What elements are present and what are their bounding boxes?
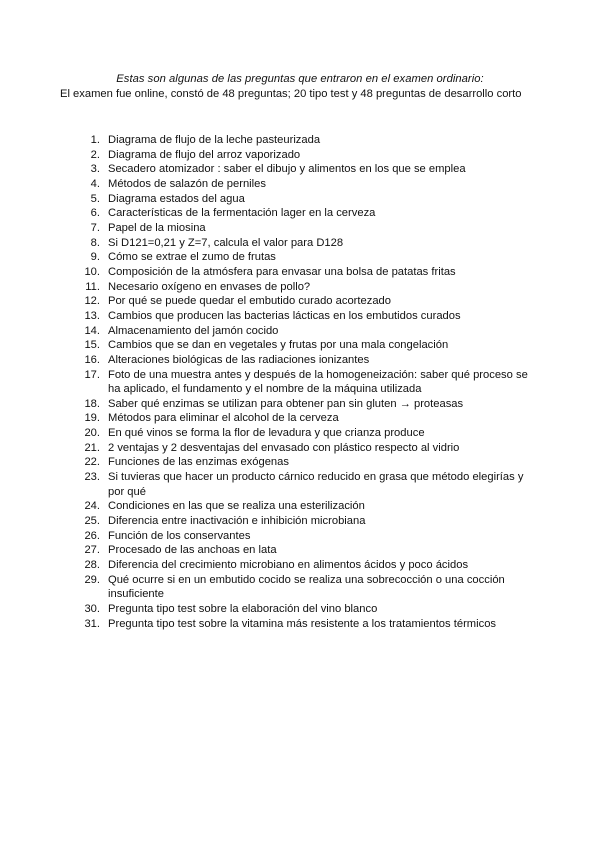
question-number: 23. [84,471,100,484]
question-text: En qué vinos se forma la flor de levadura y que crianza produce [108,427,425,440]
question-number: 8. [90,236,100,249]
question-number: 9. [90,251,100,264]
question-item [60,368,540,397]
question-number: 24. [84,500,100,513]
question-item [60,617,540,632]
question-number: 6. [90,207,100,220]
question-text: Métodos para eliminar el alcohol de la cerveza [108,412,339,425]
question-number: 28. [84,559,100,572]
question-number: 21. [84,441,100,454]
question-item [60,265,540,280]
question-number: 29. [84,573,100,586]
question-item [60,470,540,499]
question-text: Papel de la miosina [108,221,206,234]
question-item [60,573,540,602]
question-number: 5. [90,192,100,205]
question-number: 12. [84,295,100,308]
question-item [60,294,540,309]
question-number: 13. [84,309,100,322]
question-item [60,455,540,470]
question-text: Alteraciones biológicas de las radiaciones ionizantes [108,353,370,366]
question-number: 1. [90,134,100,146]
question-text: Pregunta tipo test sobre la vitamina más resistente a los tratamientos térmicos [108,617,497,630]
question-text: Si tuvieras que hacer un producto cárnico reducido en grasa que método elegirías y por qué [108,471,524,498]
question-text: Almacenamiento del jamón cocido [108,324,279,337]
question-text: Diagrama de flujo de la leche pasteurizada [108,134,321,146]
document-title: Estas son algunas de las preguntas que entraron en el examen ordinario: [116,73,484,85]
question-item [60,543,540,558]
question-item [60,236,540,251]
question-number: 30. [84,603,100,615]
question-text: Diferencia del crecimiento microbiano en alimentos ácidos y poco ácidos [108,559,469,572]
question-item [60,133,540,148]
question-item [60,177,540,192]
question-text: Cómo se extrae el zumo de frutas [108,251,276,264]
question-number: 20. [84,427,100,440]
question-item [60,192,540,207]
question-number: 17. [84,368,100,381]
question-text: Saber qué enzimas se utilizan para obtener pan sin gluten → proteasas [108,397,464,410]
question-text: 2 ventajas y 2 desventajas del envasado con plástico respecto al vidrio [108,441,460,454]
question-number: 18. [84,397,100,410]
question-text: Foto de una muestra antes y después de la homogeneización: saber qué proceso se ha aplicado, el fundamento y el nombre de la máquina utilizada [108,368,528,396]
question-text: Características de la fermentación lager en la cerveza [108,207,376,220]
question-item [60,221,540,236]
question-text: Condiciones en las que se realiza una esterilización [108,500,365,513]
question-item [60,441,540,456]
question-item [60,148,540,163]
question-item [60,280,540,295]
question-text: Diferencia entre inactivación e inhibición microbiana [108,515,366,528]
question-item [60,397,540,412]
question-text: Necesario oxígeno en envases de pollo? [108,280,311,293]
question-text: Cambios que producen las bacterias lácticas en los embutidos curados [108,309,461,322]
question-item [60,338,540,353]
question-number: 22. [84,456,100,469]
question-text: Métodos de salazón de perniles [108,177,266,190]
question-item [60,353,540,368]
question-number: 16. [84,353,100,366]
question-text: Diagrama estados del agua [108,192,245,205]
question-item [60,499,540,514]
question-item [60,514,540,529]
question-number: 31. [84,617,100,630]
question-text: Secadero atomizador : saber el dibujo y alimentos en los que se emplea [108,163,466,176]
question-item [60,250,540,265]
question-text: Procesado de las anchoas en lata [108,544,277,557]
question-item [60,324,540,339]
question-text: Función de los conservantes [108,529,251,542]
question-text: Por qué se puede quedar el embutido curado acortezado [108,295,391,308]
question-number: 14. [84,324,100,337]
question-item [60,309,540,324]
question-item [60,426,540,441]
document-intro: El examen fue online, constó de 48 preguntas; 20 tipo test y 48 preguntas de desarrollo corto [60,88,522,100]
question-number: 26. [84,529,100,542]
question-item [60,558,540,573]
question-number: 11. [85,280,100,293]
question-item [60,162,540,177]
question-text: Funciones de las enzimas exógenas [108,456,289,469]
question-item [60,411,540,426]
question-item [60,206,540,221]
question-text: Cambios que se dan en vegetales y frutas por una mala congelación [108,339,449,352]
question-item [60,529,540,544]
question-text: Diagrama de flujo del arroz vaporizado [108,148,301,161]
question-number: 3. [90,163,100,176]
question-number: 7. [90,221,100,234]
question-number: 19. [84,412,100,425]
question-text: Si D121=0,21 y Z=7, calcula el valor para D128 [108,236,344,249]
question-number: 25. [84,515,100,528]
question-number: 15. [84,339,100,352]
question-text: Composición de la atmósfera para envasar una bolsa de patatas fritas [108,265,456,278]
question-number: 27. [84,544,100,557]
question-text: Qué ocurre si en un embutido cocido se realiza una sobrecocción o una cocción insuficiente [108,573,505,601]
question-number: 2. [90,148,100,161]
question-number: 10. [84,265,100,278]
questions-list [60,133,540,631]
question-number: 4. [90,177,100,190]
question-item [60,602,540,617]
question-text: Pregunta tipo test sobre la elaboración del vino blanco [108,603,378,615]
